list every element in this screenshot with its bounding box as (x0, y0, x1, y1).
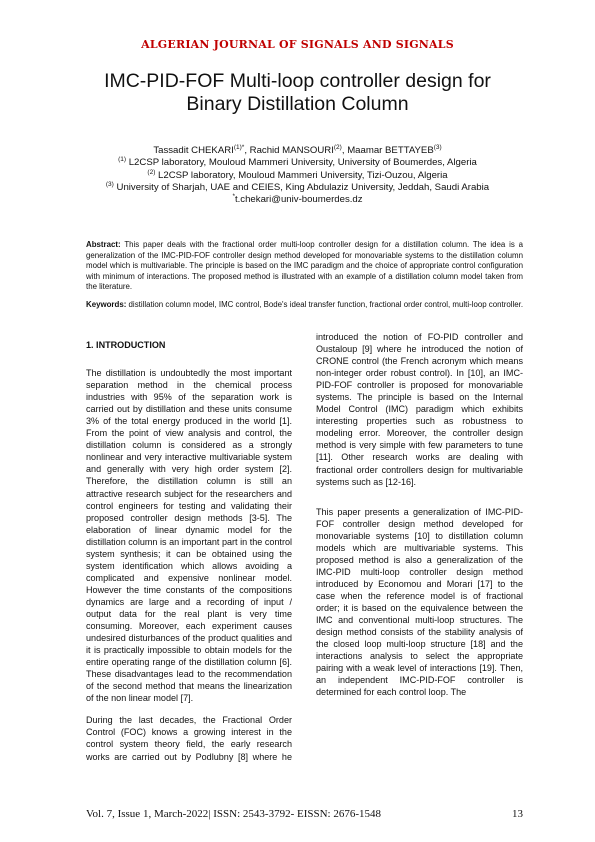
footer-citation: Vol. 7, Issue 1, March-2022| ISSN: 2543-3792- EISSN: 2676-1548 (86, 808, 382, 820)
author-name: Rachid MANSOURI (249, 145, 334, 156)
affiliation-1: $^{(1)}$ L2CSP laboratory, Mouloud Mammeri University, University of Boumerdes, Algeria (118, 156, 477, 169)
author-sup: (2) (333, 143, 342, 151)
left-column (86, 339, 292, 763)
affiliation-2: $^{(2)}$ L2CSP laboratory, Mouloud Mammeri University, Tizi-Ouzou, Algeria (147, 168, 448, 181)
author-sup: (3) (433, 143, 442, 151)
author-sup: (1)* (233, 143, 245, 151)
paragraph-continued: introduced the notion of FO-PID controller and Oustaloup [9] where he introduced the notion of CRONE control (the French acronym which means non-integer order robust control). In [10], an IMC-PID-FOF controller is proposed for monovariable systems. The principle is based on the Internal Model Control (IMC) paradigm which exhibits interesting properties such as robustness to modeling error. Moreover, the controller design method is very simple with few parameters to tune [11]. Other research works are dealing with fractional order controllers design for multivariable systems such as [12-16]. (316, 332, 523, 487)
keywords (86, 300, 523, 311)
abstract-label: Abstract: (86, 240, 121, 249)
author-name: Maamar BETTAYEB (347, 145, 434, 156)
abstract (86, 240, 523, 293)
paragraph: The distillation is undoubtedly the most important separation method in the chemical process industries with 95% of the separation work is carried out by distillation and these units consume 3% of the total energy produced in the world [1]. From the point of view analysis and control, the distillation column is considered as a strongly nonlinear and very interactive multivariable system and generally with very high order system [2]. Therefore, the distillation column is still an attractive research subject for the researchers and control engineers for testing and validating their proposed controller design methods [3-5]. The elaboration of linear dynamic model for the distillation column is an important part in the control system synthesis; it can be obtained using the system identification which allows avoiding a complicated and expensive nonlinear model. However the time constants of the compositions dynamics are large and a recording of input / output data for the real plant is very time consuming. Moreover, each experiment causes undesired disturbances of the product qualities and it is practically impossible to obtain models for the entire operating range of the distillation column [6]. These disadvantages lead to the recommendation of the second method that means the linearization of the non linear model [7]. (86, 368, 292, 704)
paragraph: During the last decades, the Fractional Order Control (FOC) knows a growing interest in the control system theory field, the early research works are carried out by Podlubny [8] where he (86, 715, 292, 762)
author-name: Tassadit CHEKARI (153, 145, 234, 156)
title-line-1: IMC-PID-FOF Multi-loop controller design for (104, 70, 491, 92)
journal-header: ALGERIAN JOURNAL OF SIGNALS AND SIGNALS (141, 38, 454, 51)
affiliation-3: $^{(3)}$ University of Sharjah, UAE and CEIES, King Abdulaziz University, Jeddah, Saudi Arabia (105, 180, 490, 193)
author-email[interactable]: *t.chekari@univ-boumerdes.dz (232, 193, 363, 206)
keywords-text: distillation column model, IMC control, Bode's ideal transfer function, fractional order control, multi-loop controller. (128, 300, 524, 309)
page-footer (86, 808, 523, 822)
title-line-2: Binary Distillation Column (186, 93, 409, 115)
right-column (316, 331, 523, 698)
section-heading: 1. INTRODUCTION (86, 340, 166, 350)
author-list: Tassadit $CHEKARI^{(1)*}$, Rachid MANSOURI$^{(2)}$, Maamar BETTAYEB$^{(3)}$ (153, 143, 442, 156)
page-number: 13 (512, 808, 523, 820)
paper-title (40, 70, 555, 116)
keywords-label: Keywords: (86, 300, 127, 309)
abstract-text: This paper deals with the fractional order multi-loop controller design for a distillation column. The idea is a generalization of the IMC-PID-FOF controller design method developed for monovariable systems to the distillation column model which is multivariable. The principle is based on the IMC paradigm and the choice of appropriate control configuration with minimum of interactions. The proposed method is illustrated with an example of a distillation column model taken from the literature. (86, 240, 523, 291)
author-block (40, 145, 555, 206)
paragraph: This paper presents a generalization of IMC-PID-FOF controller design method developed for monovariable systems [10] to distillation column models which are multivariable systems. This proposed method is also a generalization of the IMC-PID multi-loop controller design method introduced by Economou and Morari [17] to the case when the reference model is of fractional order; it is based on the equivalence between the IMC and conventional multi-loop structures. The design method consists of the stability analysis of the closed loop multi-loop structure [18] and the interactions analysis to select the appropriate pairing with a weak level of interactions [19]. Then, an independent IMC-PID-FOF controller is determined for each control loop. The (316, 506, 523, 698)
